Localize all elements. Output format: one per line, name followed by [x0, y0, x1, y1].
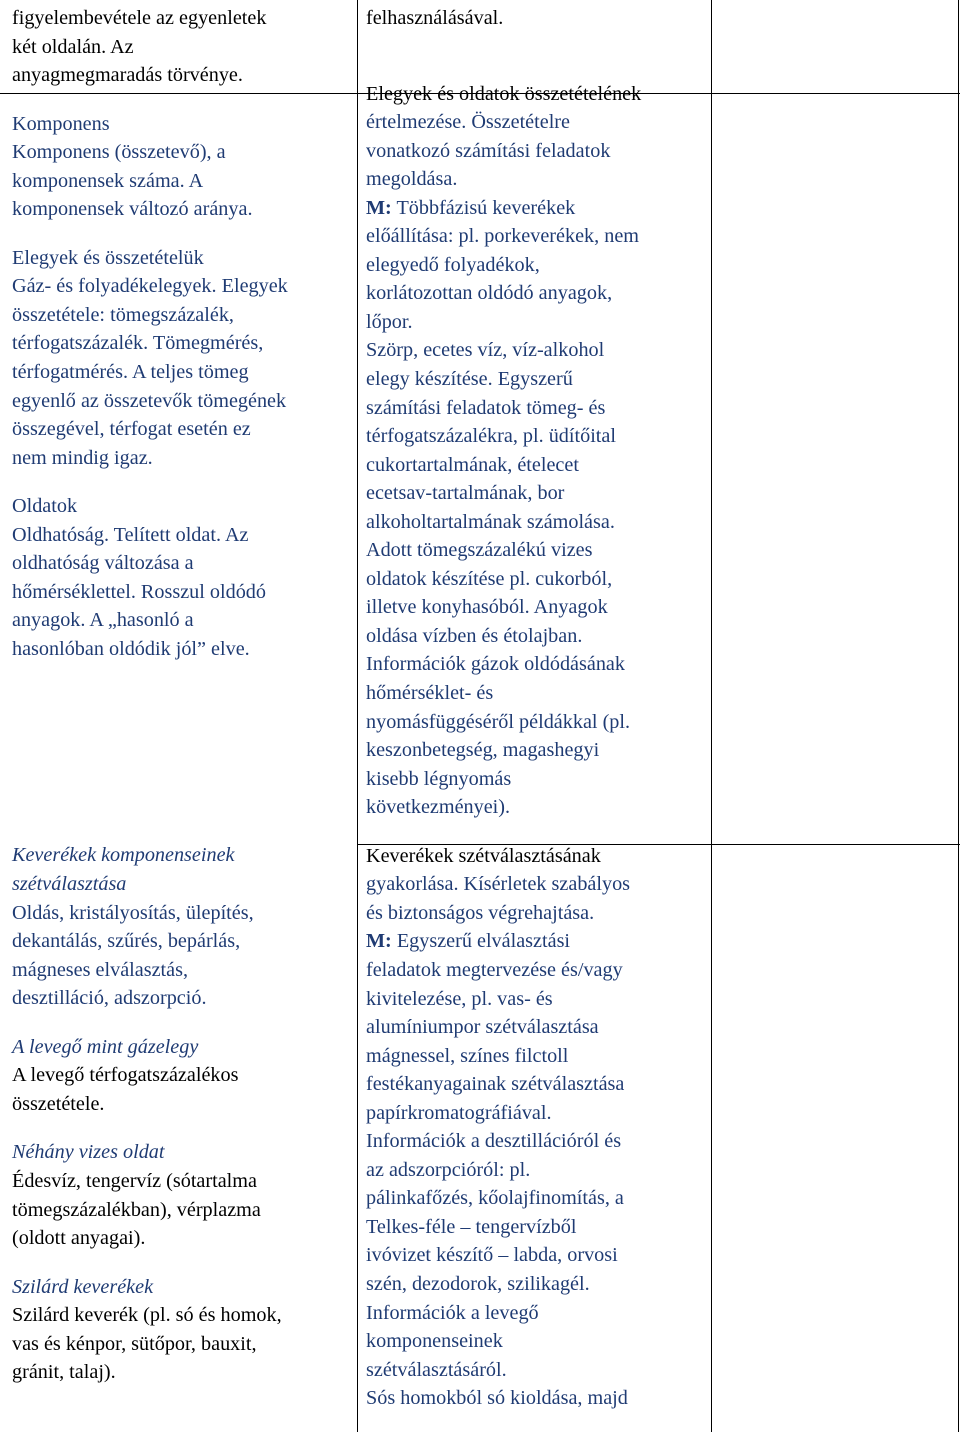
- keverekek-section: [12, 841, 357, 1012]
- activities-block-a-rest: [366, 222, 711, 821]
- text-line: következményei).: [366, 796, 511, 819]
- text-line: térfogatmérés. A teljes tömeg: [12, 361, 249, 384]
- text-line: értelmezése. Összetételre: [366, 111, 570, 134]
- row1-text: [366, 4, 711, 33]
- text-line: tömegszázalékban), vérplazma: [12, 1198, 261, 1221]
- text-line: keszonbetegség, magashegyi: [366, 739, 600, 762]
- text-line: egyenlő az összetevők tömegének: [12, 389, 287, 412]
- activities-column: [366, 4, 711, 1413]
- intro-paragraph: [12, 4, 357, 90]
- text-line: térfogatszázalékra, pl. üdítőital: [366, 425, 616, 448]
- text-line: Szilárd keverék (pl. só és homok,: [12, 1304, 282, 1327]
- text-line: (oldott anyagai).: [12, 1227, 146, 1250]
- text-line: felhasználásával.: [366, 7, 504, 29]
- text-line: Gáz- és folyadékelegyek. Elegyek: [12, 275, 288, 298]
- text-line: előállítása: pl. porkeverékek, nem: [366, 225, 639, 248]
- text-line: desztilláció, adszorpció.: [12, 987, 207, 1010]
- text-line: korlátozottan oldódó anyagok,: [366, 282, 613, 305]
- text-line: Információk gázok oldódásának: [366, 653, 625, 676]
- oldatok-section: [12, 492, 357, 663]
- activities-block-b-rest: [366, 956, 711, 1413]
- text-line: alkoholtartalmának számolása.: [366, 510, 615, 533]
- section-heading: Szilárd keverékek: [12, 1275, 154, 1298]
- text-line: Információk a desztillációról és: [366, 1130, 622, 1153]
- text-line: összegével, térfogat esetén ez: [12, 418, 251, 441]
- text-line: anyagmegmaradás törvénye.: [12, 64, 243, 87]
- text-line: hőmérséklettel. Rosszul oldódó: [12, 580, 266, 603]
- text-line: dekantálás, szűrés, bepárlás,: [12, 930, 241, 953]
- text-line: papírkromatográfiával.: [366, 1101, 552, 1124]
- text-line: feladatok megtervezése és/vagy: [366, 958, 623, 981]
- text-line: anyagok. A „hasonló a: [12, 609, 194, 632]
- text-line: és biztonságos végrehajtása.: [366, 901, 595, 924]
- text-line: kivitelezése, pl. vas- és: [366, 987, 553, 1010]
- text-line: nyomásfüggéséről példákkal (pl.: [366, 710, 631, 733]
- section-heading: szétválasztása: [12, 873, 127, 896]
- text-line: ecetsav-tartalmának, bor: [366, 482, 565, 505]
- text-line: az adszorpcióról: pl.: [366, 1158, 531, 1181]
- section-heading: Komponens: [12, 112, 110, 135]
- column-divider-1: [357, 0, 358, 1432]
- text-line: Információk a levegő: [366, 1301, 539, 1324]
- elegyek-section: [12, 244, 357, 472]
- text-line: vonatkozó számítási feladatok: [366, 139, 611, 162]
- text-line: pálinkafőzés, kőolajfinomítás, a: [366, 1187, 624, 1210]
- text-line: komponensek változó aránya.: [12, 198, 253, 221]
- section-heading: Oldatok: [12, 495, 78, 518]
- text-line: elegyedő folyadékok,: [366, 253, 540, 276]
- text-line: Szörp, ecetes víz, víz-alkohol: [366, 339, 605, 362]
- text-fragment: Egyszerű elválasztási: [391, 930, 571, 953]
- text-line: nem mindig igaz.: [12, 446, 153, 469]
- text-line: lőpor.: [366, 310, 413, 333]
- text-line: komponenseinek: [366, 1330, 503, 1353]
- text-line: térfogatszázalék. Tömegmérés,: [12, 332, 264, 355]
- text-line: oldatok készítése pl. cukorból,: [366, 567, 613, 590]
- text-line: hőmérséklet- és: [366, 682, 494, 705]
- levego-section: [12, 1033, 357, 1119]
- text-line: összetétele: tömegszázalék,: [12, 303, 234, 326]
- text-line: elegy készítése. Egyszerű: [366, 368, 573, 391]
- text-line: Oldás, kristályosítás, ülepítés,: [12, 901, 254, 924]
- text-line: Sós homokból só kioldása, majd: [366, 1387, 628, 1410]
- table-right-border: [958, 0, 959, 1432]
- text-line: Édesvíz, tengervíz (sótartalma: [12, 1169, 257, 1192]
- text-line: A levegő térfogatszázalékos: [12, 1064, 239, 1087]
- text-line: illetve konyhasóból. Anyagok: [366, 596, 608, 619]
- m-label: M:: [366, 196, 392, 219]
- text-line: vas és kénpor, sütőpor, bauxit,: [12, 1332, 257, 1355]
- section-heading: A levegő mint gázelegy: [12, 1035, 199, 1058]
- text-line: összetétele.: [12, 1092, 105, 1115]
- text-line: cukortartalmának, ételecet: [366, 453, 579, 476]
- text-line: festékanyagainak szétválasztása: [366, 1073, 625, 1096]
- text-line: komponensek száma. A: [12, 169, 204, 192]
- text-line: szétválasztásáról.: [366, 1358, 507, 1381]
- text-line: két oldalán. Az: [12, 35, 134, 58]
- text-line: kisebb légnyomás: [366, 767, 512, 790]
- column-divider-2: [711, 0, 712, 1432]
- text-line: figyelembevétele az egyenletek: [12, 7, 267, 29]
- m-line: [366, 927, 711, 956]
- text-line: Telkes-féle – tengervízből: [366, 1215, 577, 1238]
- text-line: hasonlóban oldódik jól” elve.: [12, 637, 250, 660]
- text-line: gyakorlása. Kísérletek szabályos: [366, 873, 631, 896]
- m-line: [366, 194, 711, 223]
- text-line: Keverékek szétválasztásának: [366, 844, 601, 867]
- text-line: számítási feladatok tömeg- és: [366, 396, 606, 419]
- activities-block-a: [366, 80, 711, 822]
- text-line: Komponens (összetevő), a: [12, 141, 226, 164]
- text-line: megoldása.: [366, 168, 458, 191]
- komponens-section: [12, 110, 357, 224]
- text-line: Oldhatóság. Telített oldat. Az: [12, 523, 249, 546]
- text-line: ivóvizet készítő – labda, orvosi: [366, 1244, 618, 1267]
- text-line: szén, dezodorok, szilikagél.: [366, 1272, 590, 1295]
- activities-block-b: [366, 842, 711, 1413]
- section-heading: Keverékek komponenseinek: [12, 844, 235, 867]
- text-line: oldása vízben és étolajban.: [366, 624, 583, 647]
- text-line: gránit, talaj).: [12, 1361, 116, 1384]
- section-heading: Elegyek és összetételük: [12, 246, 204, 269]
- content-column: [12, 4, 357, 1387]
- section-heading: Néhány vizes oldat: [12, 1141, 165, 1164]
- text-line: Elegyek és oldatok összetételének: [366, 82, 642, 105]
- text-line: mágneses elválasztás,: [12, 958, 189, 981]
- text-line: mágnessel, színes filctoll: [366, 1044, 569, 1067]
- text-line: alumíniumpor szétválasztása: [366, 1016, 599, 1039]
- text-line: Adott tömegszázalékú vizes: [366, 539, 593, 562]
- szilard-section: [12, 1273, 357, 1387]
- text-fragment: Többfázisú keverékek: [391, 196, 576, 219]
- text-line: oldhatóság változása a: [12, 552, 194, 575]
- vizes-oldat-section: [12, 1138, 357, 1252]
- m-label: M:: [366, 930, 392, 953]
